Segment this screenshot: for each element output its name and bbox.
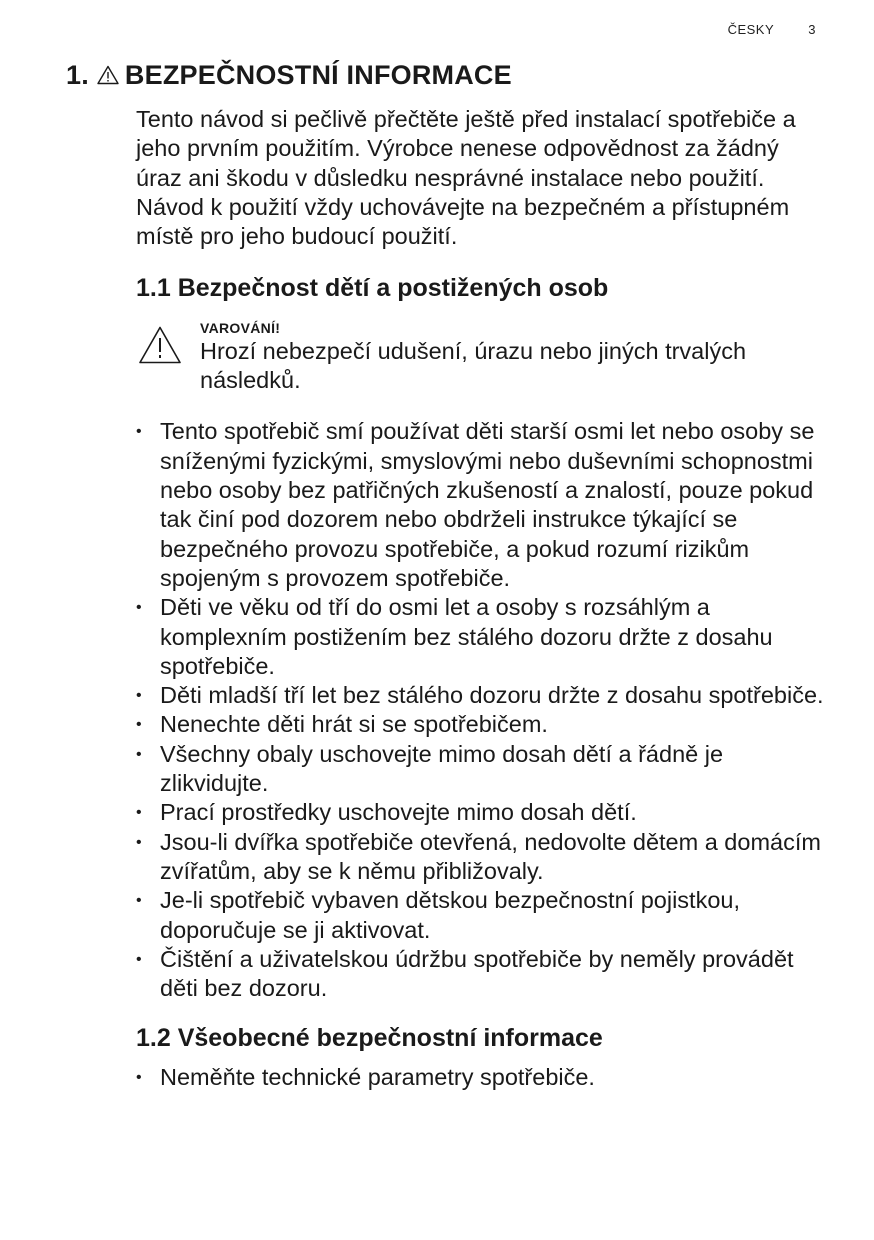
- subsection-heading-children: 1.1 Bezpečnost dětí a postižených osob: [136, 274, 609, 303]
- list-item: • Děti ve věku od tří do osmi let a osoby s rozsáhlým a komplexním postižením bez stálého dozoru držte z dosahu spotřebiče.: [136, 593, 826, 681]
- page-header: [728, 22, 816, 37]
- warning-box: [136, 319, 826, 395]
- list-item: • Všechny obaly uschovejte mimo dosah dětí a řádně je zlikvidujte.: [136, 740, 826, 799]
- list-item: • Jsou-li dvířka spotřebiče otevřená, nedovolte dětem a domácím zvířatům, aby se k němu přibližovaly.: [136, 828, 826, 887]
- general-safety-list: [136, 1063, 826, 1092]
- list-item: • Prací prostředky uschovejte mimo dosah dětí.: [136, 798, 826, 827]
- page-number: 3: [808, 22, 816, 37]
- list-item: • Tento spotřebič smí používat děti starší osmi let nebo osoby se sníženými fyzickými, smyslovými nebo duševními schopnostmi nebo osoby bez patřičných zkušeností a znalostí, pouze pokud tak činí pod dozorem nebo obdrželi instrukce týkající se bezpečného provozu spotřebiče, a pokud rozumí rizikům spojeným s provozem spotřebiče.: [136, 417, 826, 593]
- list-item: • Je-li spotřebič vybaven dětskou bezpečnostní pojistkou, doporučuje se ji aktivovat.: [136, 886, 826, 945]
- list-item: • Děti mladší tří let bez stálého dozoru držte z dosahu spotřebiče.: [136, 681, 826, 710]
- section-heading: [66, 60, 512, 91]
- warning-text: Hrozí nebezpečí udušení, úrazu nebo jiných trvalých následků.: [200, 338, 747, 394]
- subsection-heading-general: 1.2 Všeobecné bezpečnostní informace: [136, 1024, 603, 1053]
- warning-label: VAROVÁNÍ!: [200, 320, 281, 337]
- children-safety-list: [136, 417, 826, 1003]
- main-content: [136, 105, 826, 1093]
- warning-triangle-icon: [97, 65, 119, 85]
- language-label: ČESKY: [727, 22, 775, 37]
- list-item: • Nenechte děti hrát si se spotřebičem.: [136, 710, 826, 739]
- warning-triangle-icon: [138, 325, 182, 365]
- section-number: 1.: [66, 60, 89, 90]
- section-title: BEZPEČNOSTNÍ INFORMACE: [124, 60, 512, 90]
- list-item: • Neměňte technické parametry spotřebiče.: [136, 1063, 826, 1092]
- list-item: • Čištění a uživatelskou údržbu spotřebiče by neměly provádět děti bez dozoru.: [136, 945, 826, 1004]
- intro-paragraph: Tento návod si pečlivě přečtěte ještě před instalací spotřebiče a jeho prvním použitím. Výrobce nenese odpovědnost za žádný úraz ani škodu v důsledku nesprávné instalace nebo použití. Návod k použití vždy uchovávejte na bezpečném a přístupném místě pro jeho budoucí použití.: [136, 106, 796, 250]
